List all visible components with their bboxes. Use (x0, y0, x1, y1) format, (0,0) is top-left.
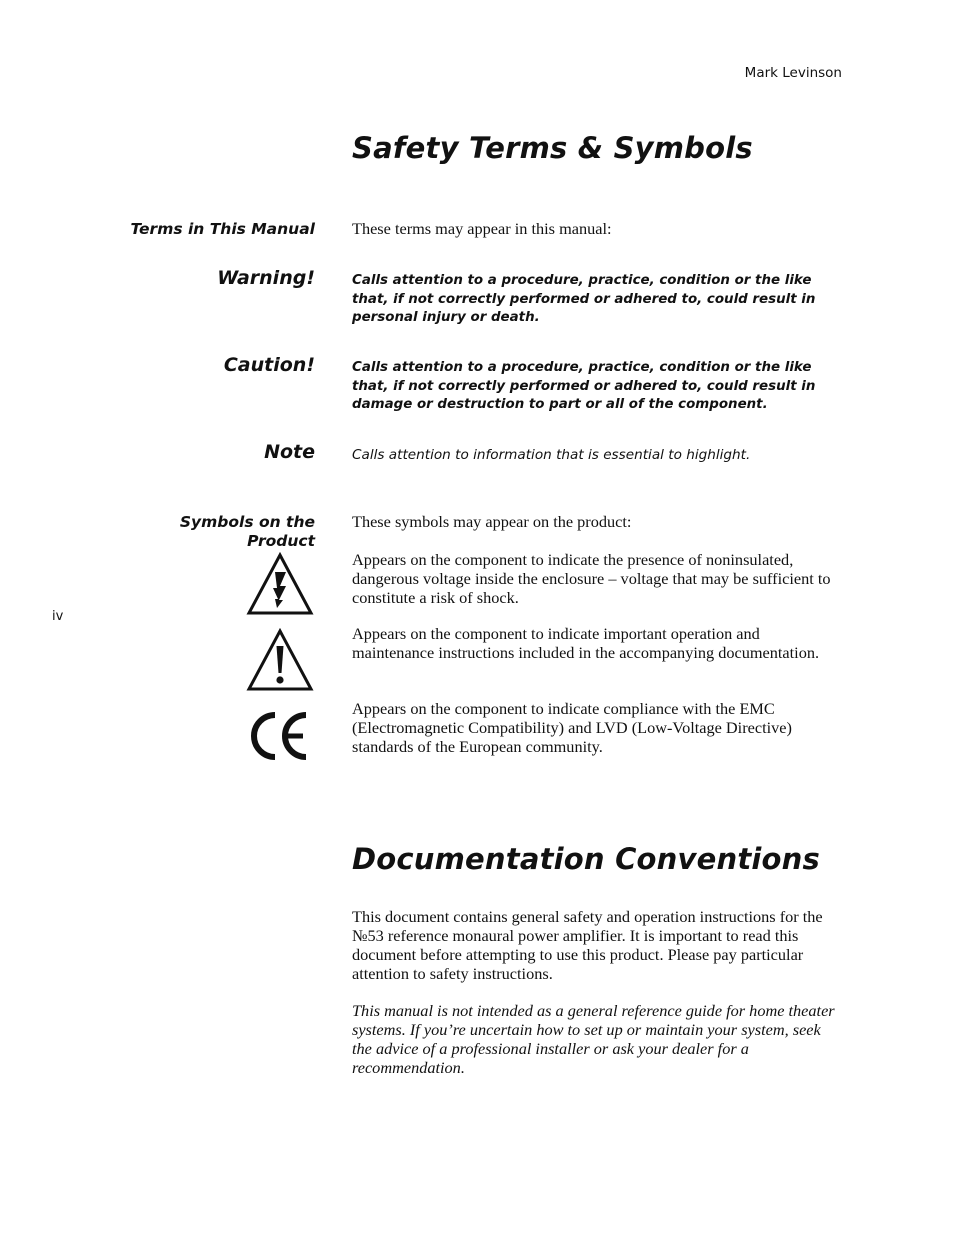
exclamation-warning-icon (246, 628, 314, 691)
lightning-warning-icon (246, 552, 314, 615)
symbol-text-lightning: Appears on the component to indicate the presence of noninsulated, dangerous voltage inside the enclosure – voltage that may be sufficient to constitute a risk of shock. (352, 550, 831, 607)
terms-label: Terms in This Manual (130, 220, 315, 238)
symbols-intro: These symbols may appear on the product: (352, 512, 632, 531)
conventions-section-title: Documentation Conventions (352, 842, 820, 876)
symbols-label-line2: Product (247, 532, 315, 550)
caution-text: Calls attention to a procedure, practice, condition or the like that, if not correctly performed or adhered to, could result in damage or destruction to part or all of the component. (352, 360, 816, 412)
symbol-text-ce: Appears on the component to indicate compliance with the EMC (Electromagnetic Compatibility) and LVD (Low-Voltage Directive) standards of the European community. (352, 699, 792, 756)
terms-intro: These terms may appear in this manual: (352, 219, 612, 238)
conventions-paragraph-1: This document contains general safety and operation instructions for the №53 reference monaural power amplifier. It is important to read this document before attempting to use this product. Please pay particular attention to safety instructions. (352, 907, 823, 983)
page-number: iv (52, 609, 64, 624)
brand-header: Mark Levinson (744, 65, 842, 81)
symbol-text-exclamation: Appears on the component to indicate important operation and maintenance instructions included in the accompanying documentation. (352, 624, 820, 662)
safety-section-title: Safety Terms & Symbols (352, 131, 753, 165)
note-text: Calls attention to information that is essential to highlight. (352, 447, 751, 463)
symbols-label (180, 513, 315, 551)
caution-label: Caution! (223, 354, 315, 376)
warning-text: Calls attention to a procedure, practice, condition or the like that, if not correctly performed or adhered to, could result in personal injury or death. (352, 273, 816, 325)
symbols-label-line1: Symbols on the (179, 513, 315, 531)
note-label: Note (264, 441, 315, 463)
ce-mark-icon (248, 707, 312, 765)
warning-label: Warning! (217, 267, 315, 289)
conventions-paragraph-2: This manual is not intended as a general reference guide for home theater systems. If you’re uncertain how to set up or maintain your system, seek the advice of a professional installer or ask your dealer for a recommendation. (352, 1001, 835, 1077)
